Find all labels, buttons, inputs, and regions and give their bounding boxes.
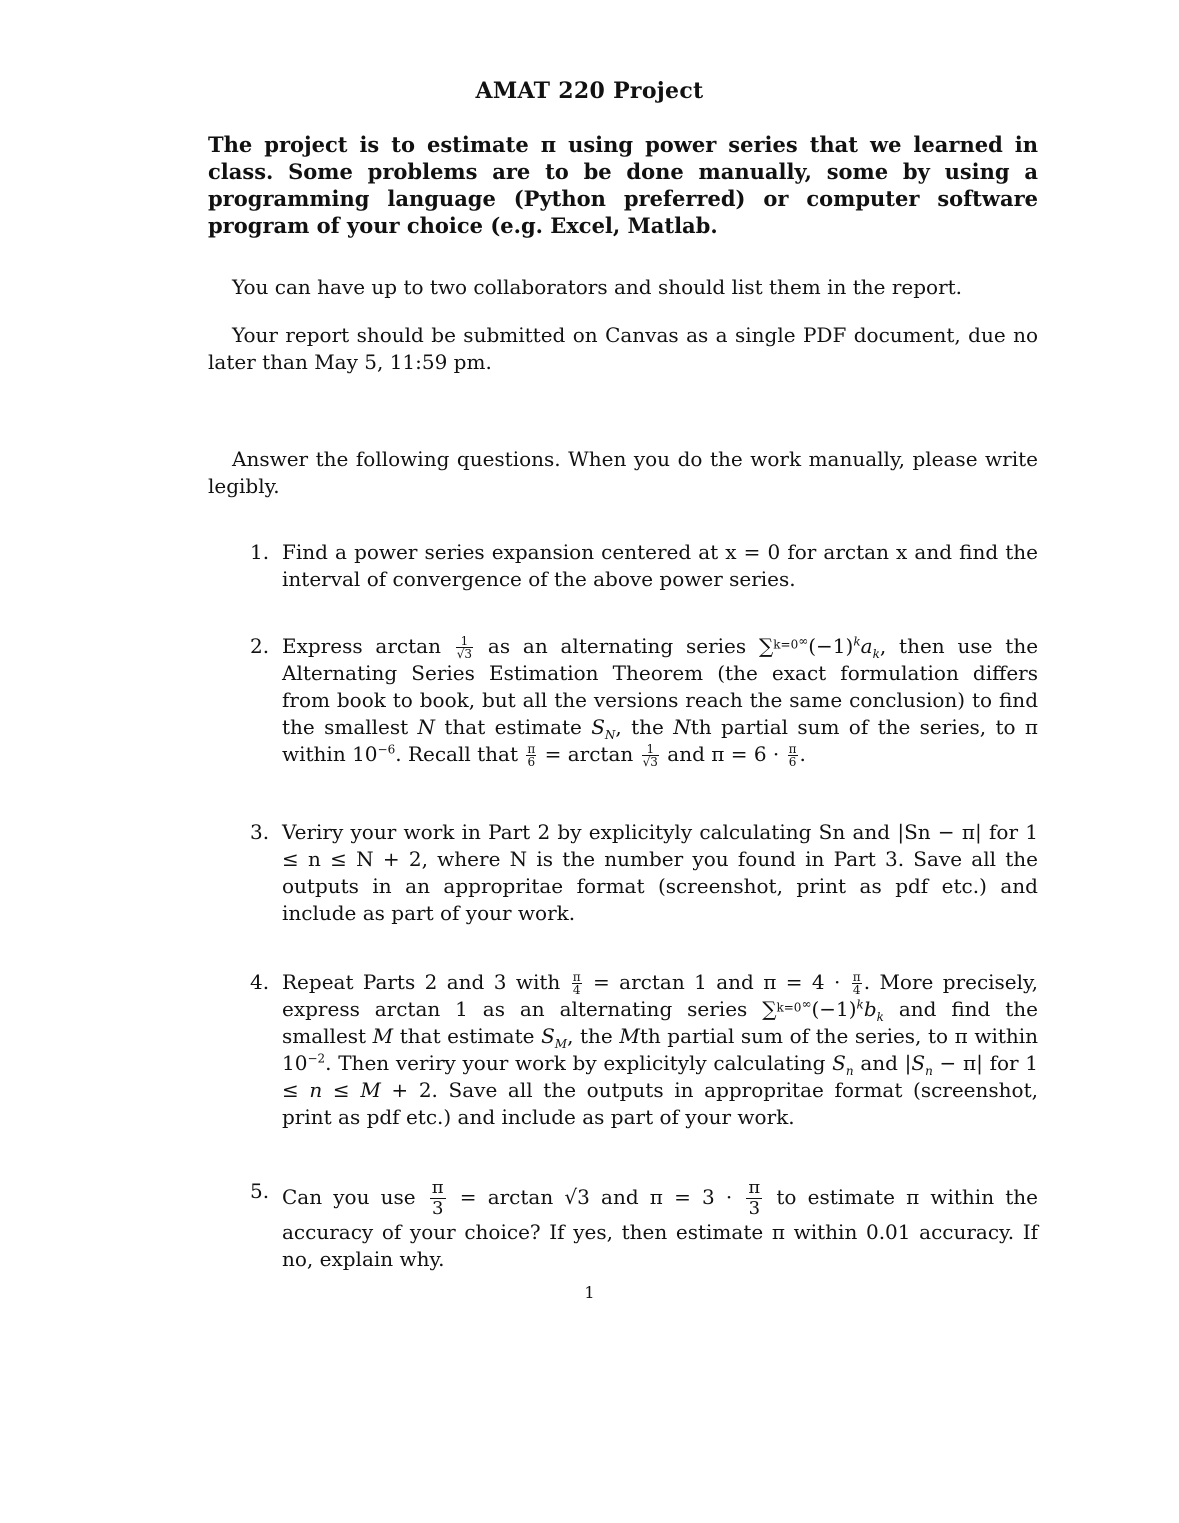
question-number: 4. — [250, 970, 270, 994]
question-number: 2. — [250, 634, 270, 658]
question-text: Can you use — [282, 1185, 416, 1209]
question-text: that estimate — [399, 1024, 535, 1048]
document-title: AMAT 220 Project — [475, 78, 704, 104]
fraction-pi-over-6: $\frac{\pi}{6}$ — [527, 742, 536, 769]
question-5 — [250, 1178, 1038, 1273]
question-text: Repeat Parts 2 and 3 with — [282, 970, 561, 994]
fraction-pi-over-4: $\frac{\pi}{4}$ — [852, 970, 861, 997]
question-text: = arctan — [544, 742, 634, 766]
submission-paragraph: Your report should be submitted on Canvas as a single PDF document, due no later than May 5, 11:59 pm. — [208, 323, 1038, 374]
question-text: for — [989, 1051, 1019, 1075]
exponent: −2 — [307, 1051, 326, 1066]
question-text: = arctan 1 and π = 4 · — [593, 970, 841, 994]
question-list-5 — [250, 1178, 1038, 1273]
question-2: 2. Express arctan $\frac{1}{√3}$ as an alternating series $\sum^{_{k=0}\infty}(-1)^ka_k$, then use the Alternating Series Estimation Theorem (the exact formulation differs from book to book, but all the versions reach the same conclusion) to find the smallest N that estimate $S_N$, the Nth partial sum of the series, to π within $10^{-6}$. Recall that $\frac{\pi}{6}$ = arctan $\frac{1}{√3}$ and π = 6 · $\frac{\pi}{6}$ . — [250, 634, 1039, 769]
question-4: 4. Repeat Parts 2 and 3 with $\frac{\pi}{4}$ = arctan 1 and π = 4 · $\frac{\pi}{4}$ . More precisely, express arctan 1 as an alternating series $\sum^{_{k=0}\infty}(-1)^kb_k$ and find the smallest M that estimate $S_M$, the Mth partial sum of the series, to π within $10^{-2}$. Then veriry your work by explicityly calculating $S_n$ and $|S_n - \pi|$ for 1 ≤ n ≤ M + 2. Save all the outputs in appropritae format (screenshot, print as pdf etc.) and include as part of your work. — [250, 970, 1039, 1129]
question-text: as an alternating series — [487, 634, 747, 658]
fraction-one-over-root3: $\frac{1}{√3}$ — [456, 634, 473, 661]
question-text: and π = 6 · — [667, 742, 780, 766]
fraction-one-over-root3: $\frac{1}{√3}$ — [642, 742, 658, 769]
question-text: = arctan — [459, 1185, 554, 1209]
fraction-pi-over-6: $\frac{\pi}{6}$ — [788, 742, 797, 769]
fraction-pi-over-4: $\frac{\pi}{4}$ — [572, 970, 581, 997]
question-text: and π = 3 · — [601, 1185, 733, 1209]
question-text: then use the Alternating Series Estimation Theorem (the exact formulation differs from book to book, but all the versions reach the same conclusion) to find the smallest — [282, 634, 1039, 739]
question-text: that estimate — [444, 715, 582, 739]
collaborators-paragraph: You can have up to two collaborators and should list them in the report. — [232, 275, 963, 299]
question-text: Find a power series expansion centered at x = 0 for arctan x and find the interval of convergence of the above power series. — [282, 540, 1038, 591]
question-text: and — [860, 1051, 898, 1075]
fraction-pi-over-3: $\frac{\pi}{3}$ — [431, 1177, 444, 1219]
question-number: 1. — [250, 540, 270, 564]
alternating-series-formula: $\sum^{_{k=0}\infty}(-1)^ka_k$, — [759, 634, 887, 661]
question-text: . Then veriry your work by explicityly calculating — [325, 1051, 826, 1075]
exponent: −6 — [377, 742, 396, 757]
page-number: 1 — [584, 1283, 595, 1302]
question-text: the — [580, 1024, 613, 1048]
question-text: th partial sum of the series, to π within 10 — [282, 1024, 1039, 1075]
question-text: Express arctan — [282, 634, 441, 658]
question-number: 5. — [250, 1179, 270, 1203]
question-3 — [250, 819, 1038, 927]
fraction-pi-over-3: $\frac{\pi}{3}$ — [748, 1177, 761, 1219]
question-text: . More precisely, express arctan 1 as an alternating series — [282, 970, 1039, 1021]
question-list-3 — [250, 819, 1038, 927]
question-text: . Recall that — [395, 742, 518, 766]
question-text: and find the smallest — [282, 997, 1039, 1048]
sqrt3-symbol: √3 — [564, 1185, 590, 1209]
question-list-1 — [250, 539, 1038, 593]
question-text: the — [631, 715, 664, 739]
question-1 — [250, 539, 1038, 593]
question-text: Veriry your work in Part 2 by explicityly calculating Sn and |Sn − π| for 1 ≤ n ≤ N + 2, where N is the number you found in Part 3. Save all the outputs in an appropritae format (screenshot, print as pdf etc.) and include as part of your work. — [282, 820, 1038, 925]
alternating-series-formula: $\sum^{_{k=0}\infty}(-1)^kb_k$ — [762, 997, 884, 1024]
instructions-paragraph: Answer the following questions. When you do the work manually, please write legibly. — [208, 447, 1038, 498]
question-text: Save all the outputs in appropritae format (screenshot, print as pdf etc.) and include as part of your work. — [282, 1078, 1038, 1129]
question-text: to estimate π within the accuracy of your choice? If yes, then estimate π within 0.01 accuracy. If no, explain why. — [282, 1185, 1038, 1271]
question-number: 3. — [250, 820, 270, 844]
question-text: th partial sum of the series, to π within 10 — [282, 715, 1039, 766]
question-list-2 — [250, 633, 1038, 768]
project-intro: The project is to estimate π using power series that we learned in class. Some problems are to be done manually, some by using a programming language (Python preferred) or computer software program of your choice (e.g. Excel, Matlab. — [208, 132, 1038, 238]
question-list-4 — [250, 969, 1038, 1131]
